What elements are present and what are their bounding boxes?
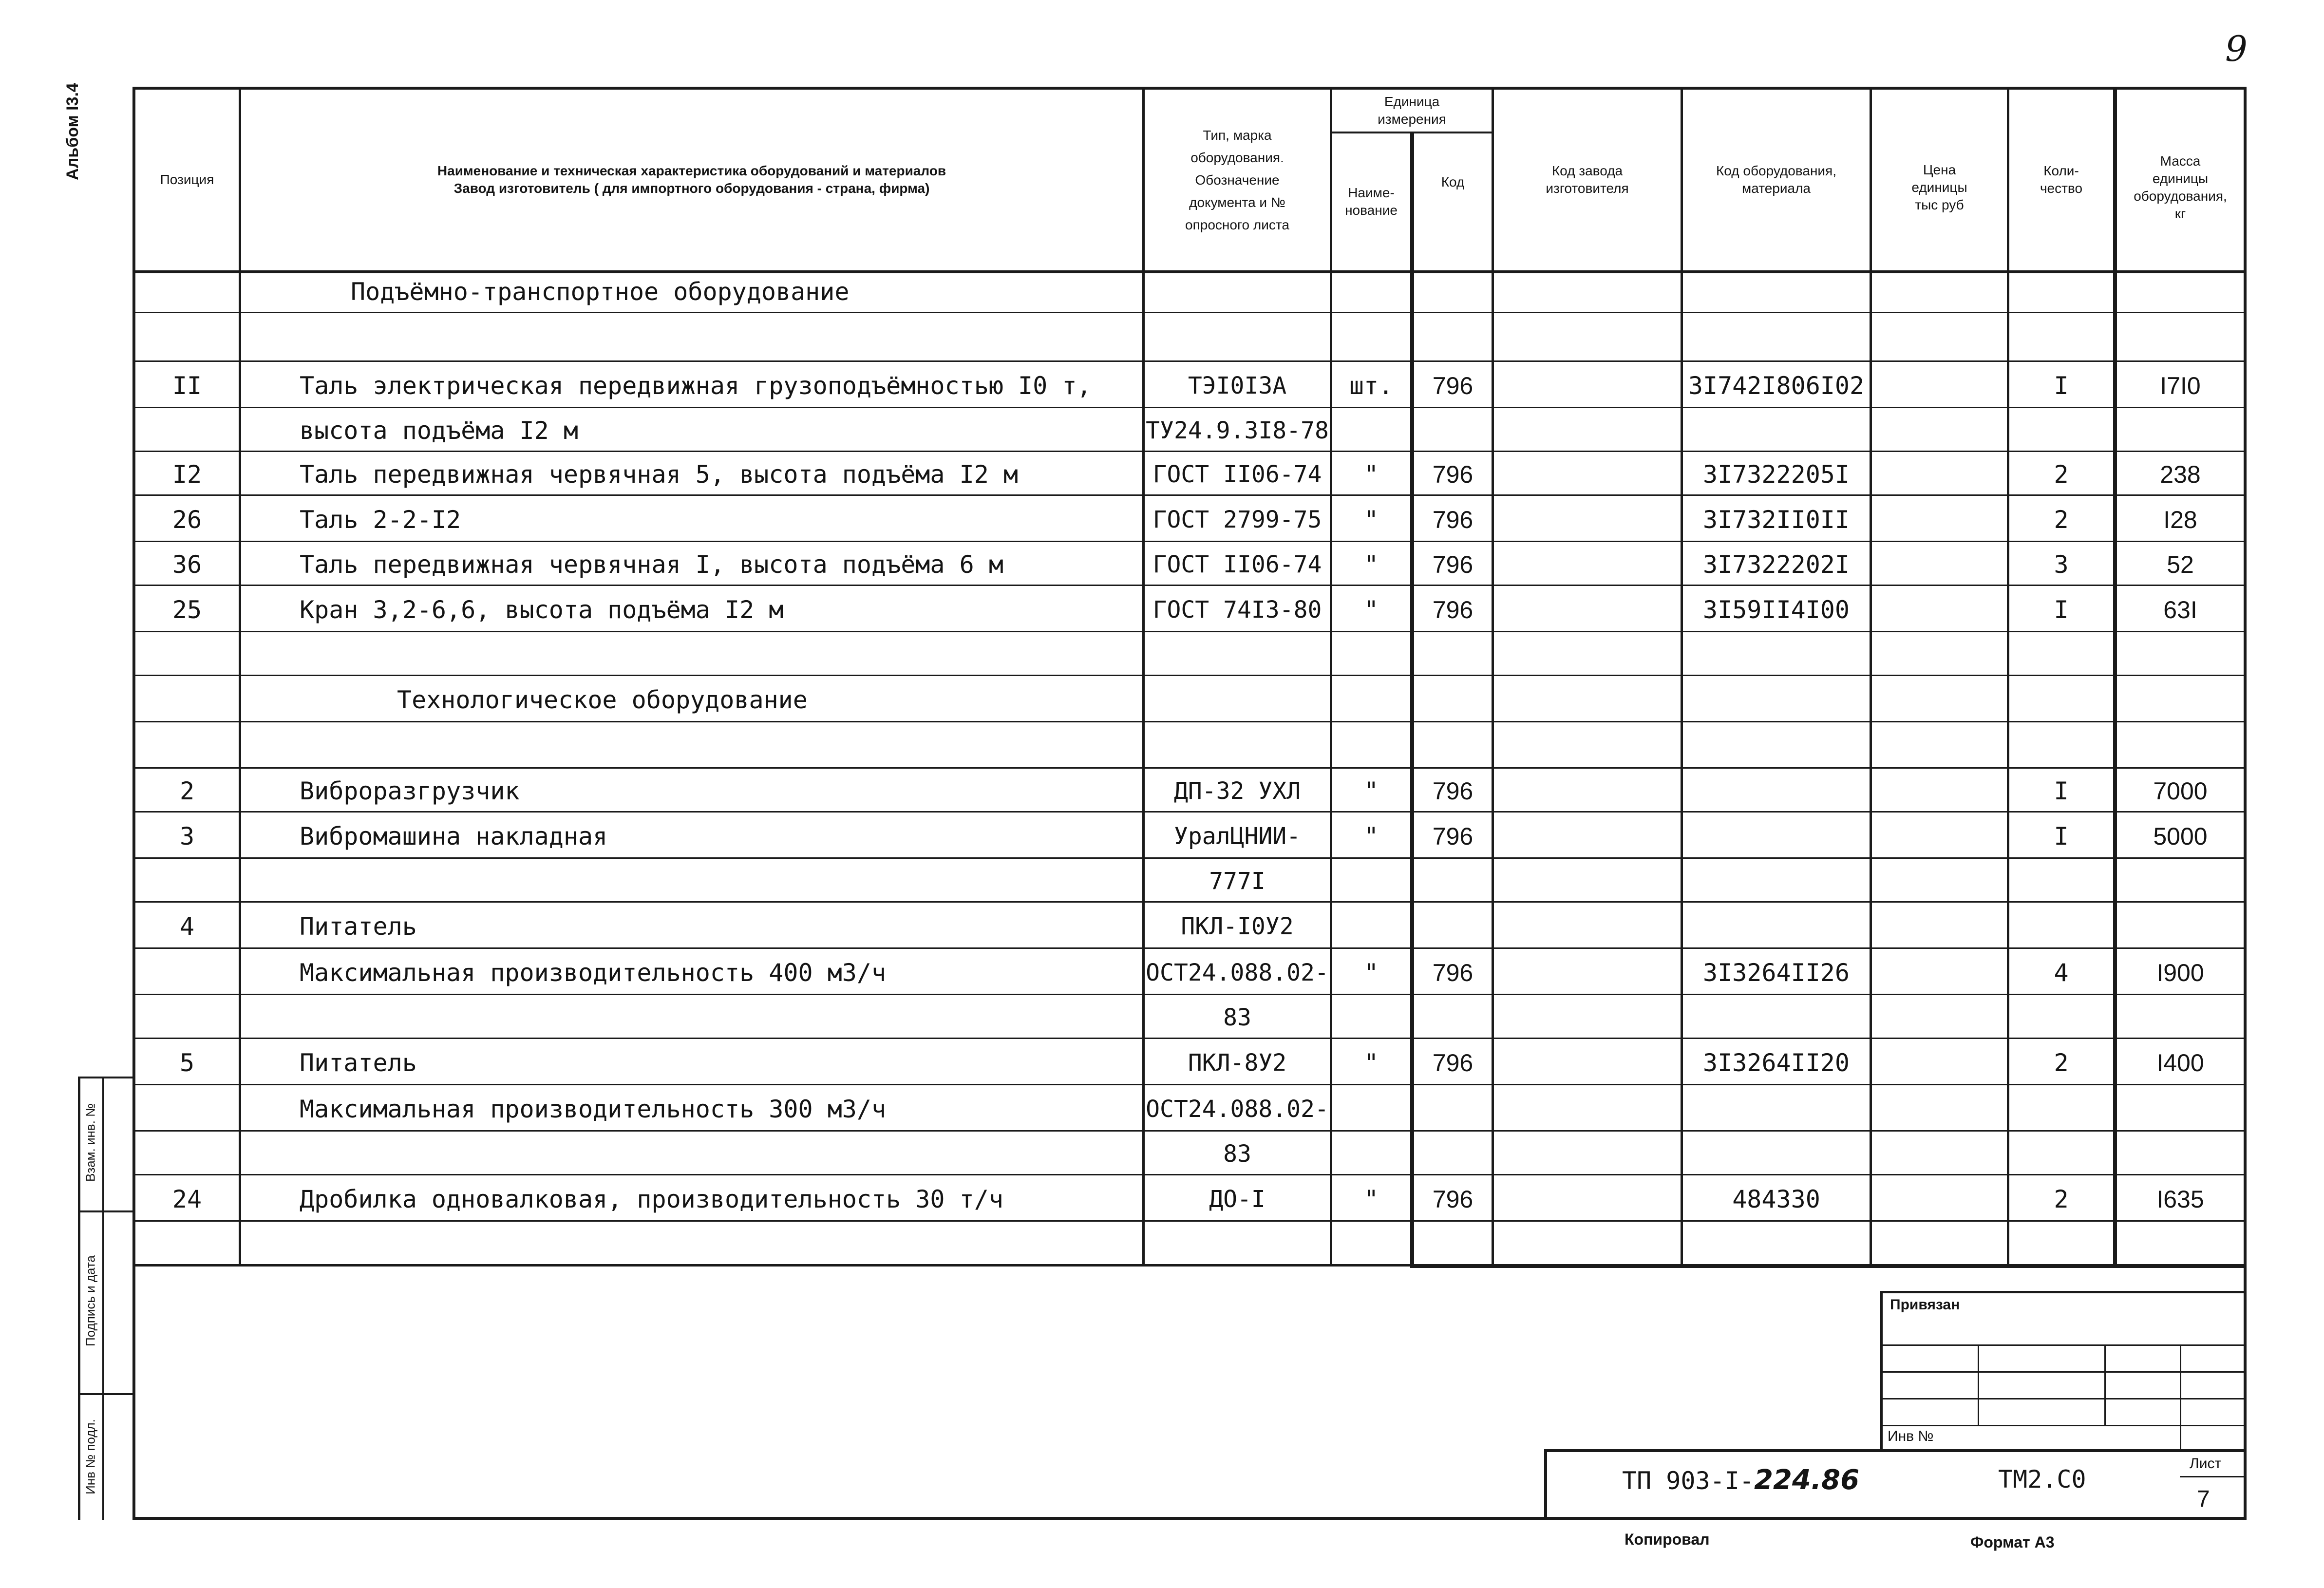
row-name: Вибромашина накладная	[300, 822, 608, 851]
row-equipment-code: 3I3264II20	[1702, 1048, 1850, 1077]
row-position: 5	[179, 1048, 195, 1077]
row-line	[132, 857, 2247, 859]
row-unit-code: 796	[1432, 822, 1474, 850]
doc-mark: ТМ2.С0	[1998, 1465, 2086, 1493]
stamp-line	[1880, 1371, 2247, 1373]
row-type: ПКЛ-8У2	[1188, 1049, 1287, 1077]
row-unit: "	[1363, 460, 1379, 489]
row-type: ГОСТ 2799-75	[1153, 506, 1322, 533]
row-name: Таль передвижная червячная 5, высота подъёма I2 м	[300, 460, 1019, 489]
row-name: Подъёмно-транспортное оборудование	[351, 278, 850, 306]
row-line	[132, 811, 2247, 813]
row-type: ТУ24.9.3I8-78	[1146, 417, 1329, 444]
side-frame	[78, 1393, 132, 1395]
stamp-line	[1544, 1449, 2247, 1452]
row-name: Питатель	[300, 1048, 417, 1077]
stamp-line	[2104, 1344, 2106, 1425]
row-mass: 52	[2167, 551, 2194, 578]
row-name: Технологическое оборудование	[397, 685, 808, 714]
row-line	[132, 541, 2247, 542]
header-position: Позиция	[160, 172, 214, 187]
row-type: 83	[1223, 1140, 1251, 1168]
row-type: ДП-32 УХЛ	[1173, 777, 1301, 805]
row-quantity: I	[2054, 822, 2069, 851]
row-unit: "	[1363, 505, 1379, 534]
row-type: ГОСТ II06-74	[1153, 461, 1322, 488]
row-line	[132, 407, 2247, 408]
row-line	[132, 494, 2247, 496]
stamp-line	[1880, 1291, 2247, 1293]
row-mass: I635	[2156, 1185, 2204, 1213]
row-equipment-code: 484330	[1732, 1185, 1820, 1213]
row-mass: I900	[2156, 959, 2204, 986]
row-unit: "	[1363, 595, 1379, 624]
row-name: высота подъёма I2 м	[300, 416, 578, 445]
row-unit: "	[1363, 550, 1379, 579]
header-unit-code: Код	[1441, 174, 1465, 189]
row-unit-code: 796	[1432, 461, 1474, 488]
stamp-line	[1880, 1398, 2247, 1399]
row-unit: "	[1363, 822, 1379, 851]
row-name: Таль передвижная червячная I, высота подъёма 6 м	[300, 550, 1003, 579]
row-unit-code: 796	[1432, 777, 1474, 805]
stamp-line	[2180, 1344, 2181, 1452]
row-quantity: I	[2054, 595, 2069, 624]
col-line	[1410, 132, 1414, 1267]
doc-code-prefix: ТП 903-I-	[1622, 1467, 1754, 1495]
row-line	[132, 585, 2247, 586]
row-mass: 7000	[2153, 777, 2208, 805]
row-unit: "	[1363, 958, 1379, 987]
row-name: Дробилка одновалковая, производительность 30 т/ч	[300, 1185, 1003, 1213]
row-type: ОСТ24.088.02-	[1146, 1095, 1329, 1123]
row-mass: I7I0	[2160, 372, 2201, 399]
row-equipment-code: 3I732II0II	[1702, 505, 1850, 534]
row-name: Таль 2-2-I2	[300, 505, 461, 534]
header-equipment-code: Код оборудования, материала	[1716, 163, 1836, 196]
row-name: Кран 3,2-6,6, высота подъёма I2 м	[300, 595, 784, 624]
row-name: Питатель	[300, 912, 417, 941]
row-line	[132, 1038, 2247, 1039]
row-line	[132, 1084, 2247, 1085]
row-type: ТЭI0I3А	[1188, 372, 1287, 399]
side-label-podpis: Подпись и дата	[83, 1255, 98, 1347]
side-frame	[102, 1077, 104, 1520]
row-name: Максимальная производительность 300 м3/ч	[300, 1095, 887, 1123]
row-type: УралЦНИИ-	[1173, 822, 1301, 850]
row-equipment-code: 3I7322205I	[1702, 460, 1850, 489]
row-mass: 63I	[2163, 596, 2197, 624]
row-unit-code: 796	[1432, 372, 1474, 399]
side-frame	[78, 1077, 132, 1078]
row-unit: "	[1363, 777, 1379, 805]
frame-bottom	[132, 1517, 2247, 1520]
side-label-inv-podl: Инв № подл.	[83, 1419, 98, 1494]
bold-bottom	[1410, 1264, 2247, 1268]
header-unit-name: Наиме- нование	[1345, 185, 1398, 218]
row-line	[132, 675, 2247, 676]
stamp-line	[2180, 1476, 2247, 1477]
row-line	[132, 767, 2247, 769]
row-position: 2	[179, 777, 195, 805]
row-name: Максимальная производительность 400 м3/ч	[300, 958, 887, 987]
row-name: Виброразгрузчик	[300, 777, 520, 805]
header-type: Тип, марка оборудования. Обозначение документа и № опросного листа	[1185, 128, 1289, 232]
col-line	[1142, 87, 1145, 1266]
row-type: 83	[1223, 1004, 1251, 1031]
header-quantity: Коли- чество	[2040, 163, 2083, 196]
row-mass: 5000	[2153, 822, 2208, 850]
row-unit-code: 796	[1432, 596, 1474, 624]
row-type: ГОСТ II06-74	[1153, 551, 1322, 578]
side-frame	[78, 1077, 80, 1520]
row-mass: I28	[2163, 506, 2197, 533]
header-unit-group: Единица измерения	[1378, 94, 1446, 127]
row-equipment-code: 3I7322202I	[1702, 550, 1850, 579]
footer-copied: Копировал	[1625, 1531, 1710, 1548]
row-unit: "	[1363, 1185, 1379, 1213]
row-position: 25	[172, 595, 202, 624]
row-quantity: 2	[2054, 1048, 2069, 1077]
stamp-line	[1978, 1344, 1979, 1425]
row-position: 4	[179, 912, 195, 941]
col-line	[2113, 87, 2117, 1266]
row-position: 36	[172, 550, 202, 579]
row-type: ОСТ24.088.02-	[1146, 959, 1329, 986]
page-number: 9	[2225, 28, 2248, 69]
row-unit: "	[1363, 1048, 1379, 1077]
row-equipment-code: 3I3264II26	[1702, 958, 1850, 987]
row-line	[132, 994, 2247, 995]
doc-code-suffix: 224.86	[1754, 1464, 1860, 1496]
row-position: 3	[179, 822, 195, 851]
row-line	[132, 312, 2247, 313]
doc-code	[1622, 1464, 1859, 1496]
header-mass: Масса единицы оборудования, кг	[2134, 153, 2227, 221]
row-line	[132, 1130, 2247, 1132]
header-factory-code: Код завода изготовителя	[1546, 163, 1629, 196]
row-line	[132, 947, 2247, 949]
row-type: ПКЛ-I0У2	[1181, 912, 1294, 940]
sheet-label: Лист	[2190, 1456, 2222, 1472]
stamp-line	[1544, 1449, 1547, 1520]
row-equipment-code: 3I59II4I00	[1702, 595, 1850, 624]
stamp-tied-label: Привязан	[1890, 1297, 1960, 1313]
row-line	[132, 360, 2247, 362]
row-equipment-code: 3I742I806I02	[1688, 371, 1865, 400]
stamp-line	[1880, 1344, 2247, 1346]
row-unit-code: 796	[1432, 506, 1474, 533]
stamp-inv-label: Инв №	[1888, 1428, 1934, 1444]
row-unit-code: 796	[1432, 1185, 1474, 1213]
footer-format: Формат А3	[1970, 1533, 2055, 1551]
row-type: ДО-I	[1209, 1185, 1266, 1213]
row-position: 26	[172, 505, 202, 534]
row-quantity: 2	[2054, 460, 2069, 489]
row-quantity: 4	[2054, 958, 2069, 987]
header-name: Наименование и техническая характеристика оборудований и материалов Завод изготовитель ( для импортного оборудования - страна, фирма)	[437, 163, 946, 196]
row-quantity: I	[2054, 371, 2069, 400]
sheet-number: 7	[2197, 1486, 2210, 1512]
row-line	[132, 451, 2247, 452]
row-name: Таль электрическая передвижная грузоподъёмностью I0 т,	[300, 371, 1092, 400]
header-price: Цена единицы тыс руб	[1911, 162, 1967, 212]
row-quantity: 2	[2054, 1185, 2069, 1213]
row-quantity: I	[2054, 777, 2069, 805]
row-position: I2	[172, 460, 202, 489]
row-line	[132, 631, 2247, 632]
row-type: ГОСТ 74I3-80	[1153, 596, 1322, 624]
row-line	[132, 1220, 2247, 1222]
stamp-line	[1880, 1425, 2247, 1426]
row-mass: I400	[2156, 1049, 2204, 1077]
row-unit-code: 796	[1432, 551, 1474, 578]
row-quantity: 3	[2054, 550, 2069, 579]
row-line	[132, 1174, 2247, 1175]
row-unit-code: 796	[1432, 1049, 1474, 1077]
row-position: II	[172, 371, 202, 400]
row-quantity: 2	[2054, 505, 2069, 534]
row-unit-code: 796	[1432, 959, 1474, 986]
frame-right	[2244, 87, 2247, 1519]
row-position: 24	[172, 1185, 202, 1213]
row-unit: шт.	[1349, 371, 1394, 400]
side-label-vzam: Взам. инв. №	[83, 1103, 98, 1182]
row-mass: 238	[2160, 461, 2201, 488]
album-label: Альбом I3.4	[63, 83, 82, 180]
row-line	[132, 901, 2247, 903]
row-line	[132, 721, 2247, 722]
row-type: 777I	[1209, 868, 1266, 895]
side-frame	[78, 1210, 132, 1212]
